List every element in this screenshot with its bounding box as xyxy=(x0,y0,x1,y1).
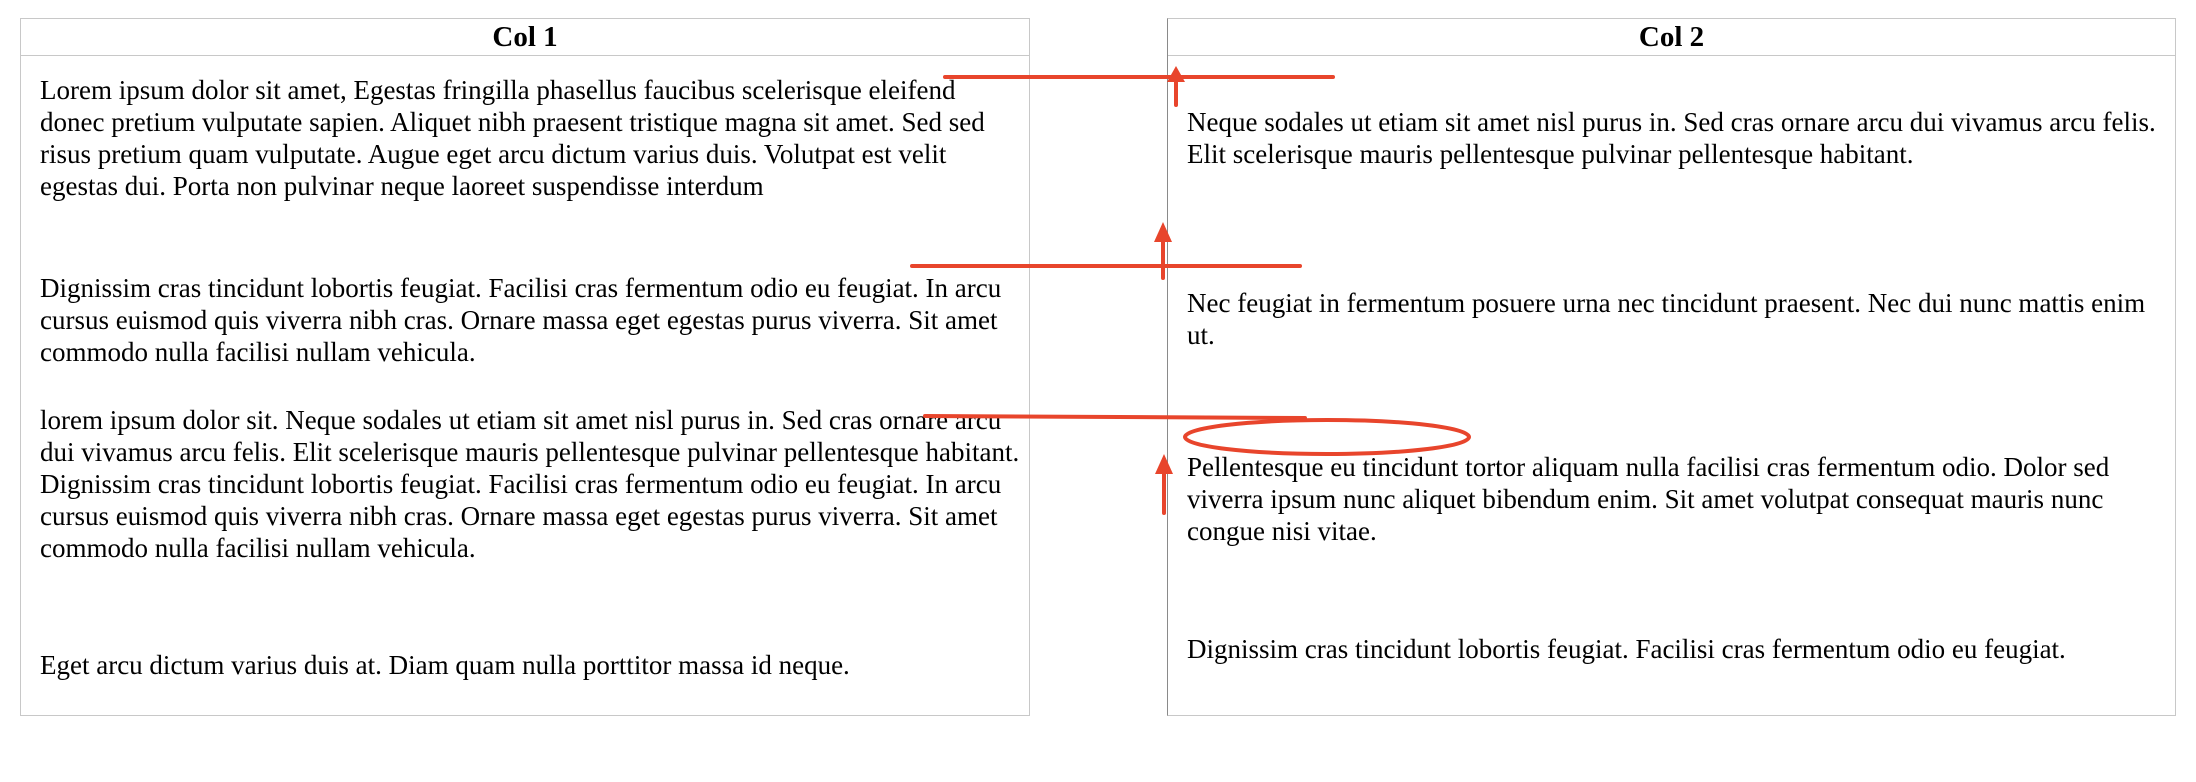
column-1-paragraph-4: Eget arcu dictum varius duis at. Diam quam nulla porttitor massa id neque. xyxy=(40,650,850,680)
column-2 xyxy=(1167,18,2176,716)
column-2-paragraph-1: Neque sodales ut etiam sit amet nisl purus in. Sed cras ornare arcu dui vivamus arcu felis. Elit scelerisque mauris pellentesque pulvinar pellentesque habitant. xyxy=(1187,107,2156,169)
column-1-header: Col 1 xyxy=(21,19,1029,56)
column-1-paragraph-2: Dignissim cras tincidunt lobortis feugiat. Facilisi cras fermentum odio eu feugiat. In arcu cursus euismod quis viverra nibh cras. Ornare massa eget egestas purus viverra. Sit amet commodo nulla facilisi nullam vehicula. xyxy=(40,273,1002,367)
column-2-header: Col 2 xyxy=(1168,19,2175,56)
column-2-paragraph-2: Nec feugiat in fermentum posuere urna nec tincidunt praesent. Nec dui nunc mattis enim ut. xyxy=(1187,288,2146,350)
column-2-paragraph-4: Dignissim cras tincidunt lobortis feugiat. Facilisi cras fermentum odio eu feugiat. xyxy=(1187,634,2066,664)
column-1-paragraph-3: lorem ipsum dolor sit. Neque sodales ut etiam sit amet nisl purus in. Sed cras ornare arcu dui vivamus arcu felis. Elit scelerisque mauris pellentesque pulvinar pellentesque habitant. Dignissim cras tincidunt lobortis feugiat. Facilisi cras fermentum odio eu feugiat. In arcu cursus euismod quis viverra nibh cras. Ornare massa eget egestas purus viverra. Sit amet commodo nulla facilisi nullam vehicula. xyxy=(40,405,1020,563)
column-1-paragraph-1: Lorem ipsum dolor sit amet, Egestas fringilla phasellus faucibus scelerisque eleifend donec pretium vulputate sapien. Aliquet nibh praesent tristique magna sit amet. Sed sed risus pretium quam vulputate. Augue eget arcu dictum varius duis. Volutpat est velit egestas dui. Porta non pulvinar neque laoreet suspendisse interdum xyxy=(40,75,985,201)
column-2-paragraph-3: Pellentesque eu tincidunt tortor aliquam nulla facilisi cras fermentum odio. Dolor sed viverra ipsum nunc aliquet bibendum enim. Sit amet volutpat consequat mauris nunc congue nisi vitae. xyxy=(1187,452,2110,546)
column-1 xyxy=(20,18,1030,716)
